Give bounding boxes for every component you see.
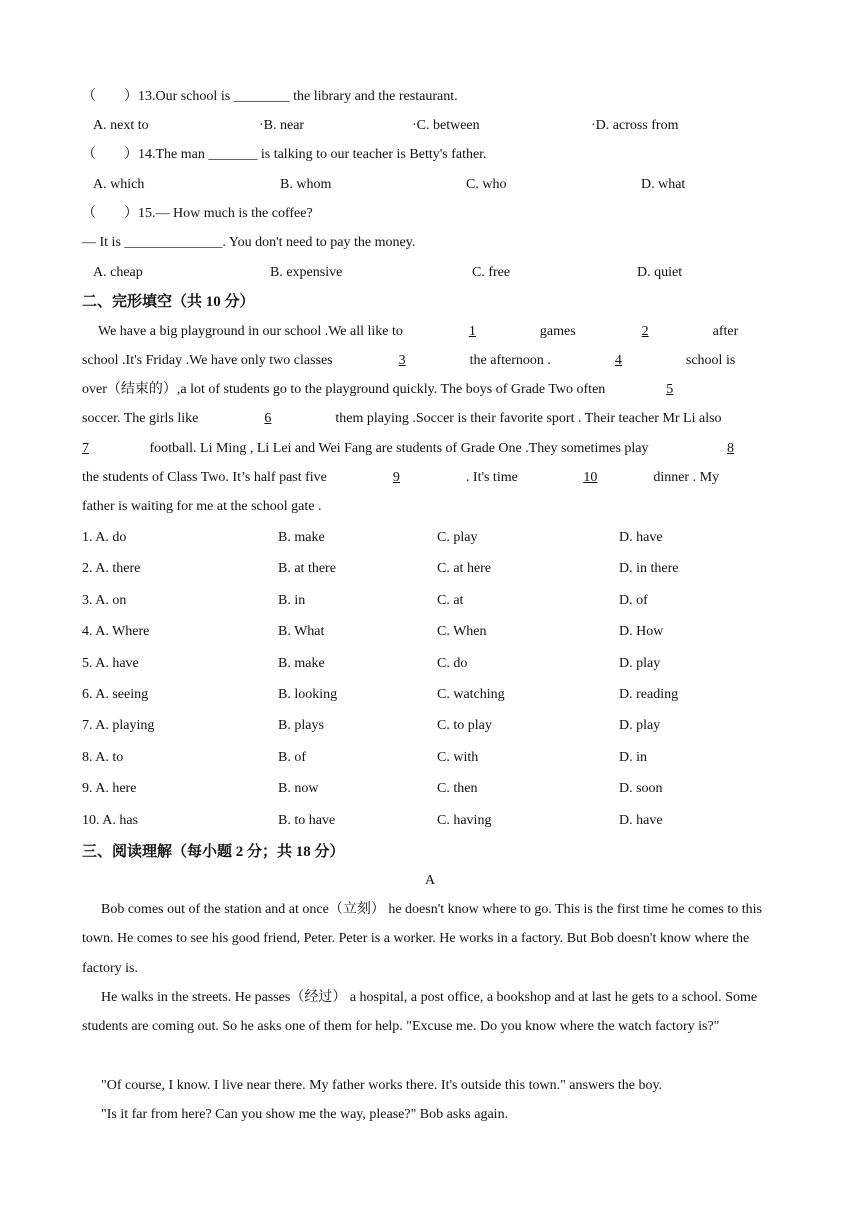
blank-1: 1 <box>468 324 476 339</box>
question-13: （ ）13.Our school is ________ the library and the restaurant. <box>82 89 458 104</box>
cloze-q6-option-b: B. looking <box>278 687 338 702</box>
cloze-q4-option-d: D. How <box>619 624 664 640</box>
cloze-q1-option-d: D. have <box>619 530 663 545</box>
cloze-q7-option-d: D. play <box>619 718 661 734</box>
q15-option-c: C. free <box>472 265 511 280</box>
cloze-q7-option-b: B. plays <box>278 718 324 734</box>
q14-option-a: A. which <box>93 177 145 192</box>
section-2-heading: 二、完形填空（共 10 分） <box>82 294 255 310</box>
section-3-heading: 三、阅读理解（每小题 2 分；共 18 分） <box>82 844 345 860</box>
cloze-q9-option-a: 9. A. here <box>82 781 137 797</box>
cloze-line-1 <box>82 322 782 342</box>
cloze-q6-option-c: C. watching <box>437 687 505 702</box>
cloze-q5-option-d: D. play <box>619 655 661 671</box>
cloze-q6-option-a: 6. A. seeing <box>82 687 149 702</box>
q13-option-b: ·B. near <box>259 118 305 133</box>
cloze-q8-option-c: C. with <box>437 749 479 765</box>
cloze-q3-option-b: B. in <box>278 592 306 608</box>
cloze-q2-option-b: B. at there <box>278 561 336 577</box>
passage-paragraph-4: "Is it far from here? Can you show me the way, please?" Bob asks again. <box>101 1107 509 1122</box>
q14-option-d: D. what <box>641 177 686 192</box>
blank-8: 8 <box>727 441 734 456</box>
cloze-text: them playing .Soccer is their favorite sport . Their teacher Mr Li also <box>335 411 722 426</box>
cloze-text: soccer. The girls like <box>82 411 199 426</box>
cloze-line-5 <box>82 439 782 459</box>
q15-option-d: D. quiet <box>637 265 683 280</box>
q14-option-b: B. whom <box>280 177 332 192</box>
cloze-text: football. Li Ming , Li Lei and Wei Fang are students of Grade One .They sometimes play <box>149 441 649 456</box>
blank-5: 5 <box>666 382 674 397</box>
cloze-q5-option-c: C. do <box>437 655 468 671</box>
blank-4: 4 <box>614 353 622 368</box>
cloze-q9-option-c: C. then <box>437 781 478 797</box>
cloze-q5-option-b: B. make <box>278 655 325 671</box>
cloze-line-3 <box>82 380 782 400</box>
cloze-q1-option-a: 1. A. do <box>82 530 127 545</box>
blank-3: 3 <box>398 353 406 368</box>
cloze-text: after <box>712 324 739 339</box>
blank-2: 2 <box>641 324 649 339</box>
passage-label: A <box>424 873 436 888</box>
cloze-text: We have a big playground in our school .We all like to <box>98 324 403 339</box>
cloze-text: the afternoon . <box>469 353 551 368</box>
cloze-q8-option-a: 8. A. to <box>82 749 124 765</box>
cloze-text: dinner . My <box>653 470 720 485</box>
cloze-q9-option-d: D. soon <box>619 781 663 797</box>
cloze-q2-option-a: 2. A. there <box>82 561 141 577</box>
cloze-q9-option-b: B. now <box>278 781 319 797</box>
cloze-q8-option-d: D. in <box>619 749 647 765</box>
cloze-q8-option-b: B. of <box>278 749 306 765</box>
q14-option-c: C. who <box>466 177 507 192</box>
q15-option-b: B. expensive <box>270 265 343 280</box>
blank-10: 10 <box>583 470 598 485</box>
cloze-q4-option-c: C. When <box>437 624 487 640</box>
question-15: （ ）15.— How much is the coffee? <box>82 206 313 221</box>
q15-option-a: A. cheap <box>93 265 143 280</box>
cloze-q10-option-c: C. having <box>437 812 492 828</box>
blank-9: 9 <box>392 470 400 485</box>
cloze-q7-option-a: 7. A. playing <box>82 718 155 734</box>
cloze-text: . It's time <box>465 470 518 485</box>
cloze-q1-option-c: C. play <box>437 530 478 545</box>
cloze-q2-option-c: C. at here <box>437 561 492 577</box>
cloze-q10-option-b: B. to have <box>278 812 336 828</box>
cloze-q4-option-a: 4. A. Where <box>82 624 150 640</box>
cloze-q1-option-b: B. make <box>278 530 325 545</box>
cloze-q10-option-a: 10. A. has <box>82 812 138 828</box>
cloze-q4-option-b: B. What <box>278 624 325 640</box>
blank-7: 7 <box>82 441 89 456</box>
cloze-text: school .It's Friday .We have only two classes <box>82 353 333 368</box>
cloze-q5-option-a: 5. A. have <box>82 655 139 671</box>
cloze-text: games <box>539 324 576 339</box>
cloze-q10-option-d: D. have <box>619 812 663 828</box>
cloze-line-2 <box>82 351 782 371</box>
cloze-q2-option-d: D. in there <box>619 561 679 577</box>
cloze-q7-option-c: C. to play <box>437 718 492 734</box>
cloze-line-7: father is waiting for me at the school gate . <box>82 499 322 514</box>
q13-option-d: ·D. across from <box>591 118 679 133</box>
passage-paragraph-3: "Of course, I know. I live near there. My father works there. It's outside this town." answers the boy. <box>101 1078 663 1093</box>
cloze-line-4 <box>82 409 782 429</box>
cloze-text: over（结束的）,a lot of students go to the playground quickly. The boys of Grade Two often <box>82 382 606 397</box>
question-14: （ ）14.The man _______ is talking to our teacher is Betty's father. <box>82 147 487 162</box>
cloze-text: school is <box>685 353 736 368</box>
passage-paragraph-2: He walks in the streets. He passes（经过） a hospital, a post office, a bookshop and at last he gets to a school. Some students are coming out. So he asks one of them for help. "Excuse me. Do you know where the watch factory is?" <box>82 990 758 1035</box>
cloze-line-6 <box>82 468 782 488</box>
q13-option-a: A. next to <box>93 118 149 133</box>
blank-6: 6 <box>264 411 272 426</box>
question-15-line2: — It is ______________. You don't need to pay the money. <box>82 235 416 250</box>
cloze-q6-option-d: D. reading <box>619 687 679 702</box>
cloze-q3-option-c: C. at <box>437 592 464 608</box>
passage-paragraph-1: Bob comes out of the station and at once（立刻） he doesn't know where to go. This is the first time he comes to this town. He comes to see his good friend, Peter. Peter is a worker. He works in a factory. But Bob doesn't know where the factory is. <box>82 902 762 976</box>
q13-option-c: ·C. between <box>412 118 480 133</box>
cloze-q3-option-a: 3. A. on <box>82 592 127 608</box>
cloze-q3-option-d: D. of <box>619 592 648 608</box>
cloze-text: the students of Class Two. It’s half past five <box>82 470 327 485</box>
